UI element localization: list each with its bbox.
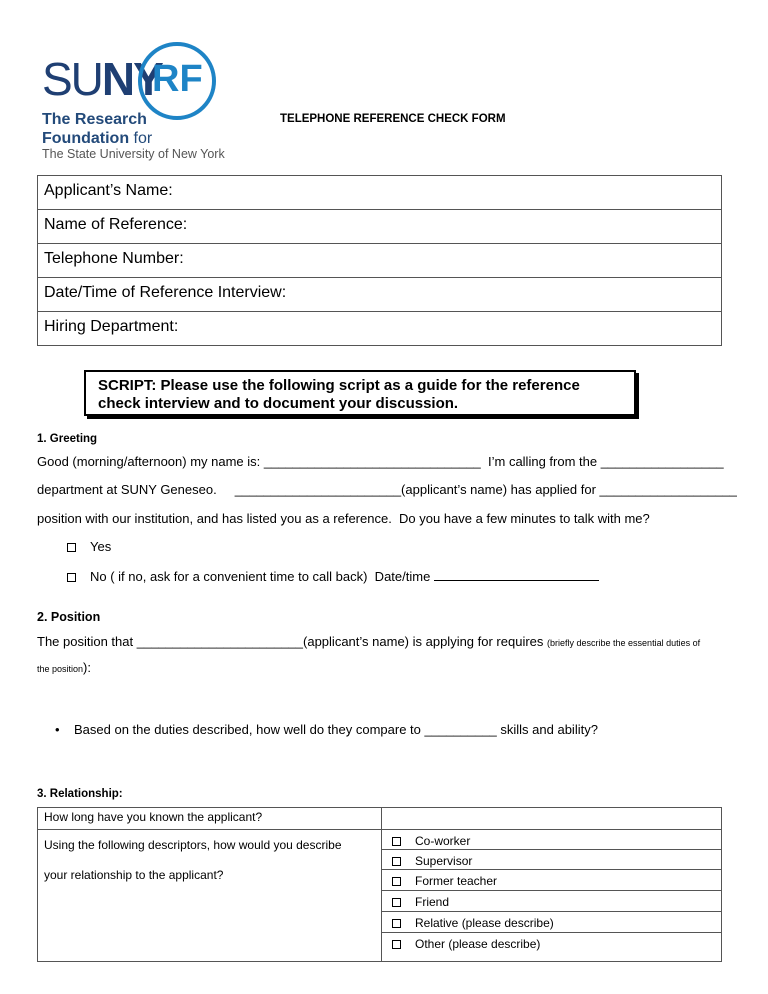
greeting-line-3: position with our institution, and has listed you as a reference. Do you have a few minutes to talk with me? xyxy=(37,511,650,526)
position-line-1: The position that _______________________(applicant’s name) is applying for requires (briefly describe the essential duties of xyxy=(37,634,701,649)
applicant-info-table xyxy=(37,175,722,346)
logo-subtitle: The State University of New York xyxy=(42,147,225,161)
relationship-table xyxy=(37,807,722,962)
relationship-question: Using the following descriptors, how would you describe your relationship to the applicant? xyxy=(38,830,382,962)
option-co-worker[interactable]: Co-worker xyxy=(382,830,721,850)
checkbox-icon[interactable] xyxy=(67,573,76,582)
datetime-line[interactable] xyxy=(434,570,599,581)
option-yes[interactable] xyxy=(67,539,111,554)
greeting-line-2: department at SUNY Geneseo. _______________________(applicant’s name) has applied for ___________________ xyxy=(37,482,737,497)
how-long-answer[interactable] xyxy=(382,808,722,830)
greeting-heading: 1. Greeting xyxy=(37,433,98,445)
position-bullet: • Based on the duties described, how well do they compare to __________ skills and ability? xyxy=(55,722,598,737)
logo-rf: RF xyxy=(152,58,203,100)
reference-name-field[interactable]: Name of Reference: xyxy=(38,210,722,244)
position-heading: 2. Position xyxy=(37,610,101,624)
option-other[interactable]: Other (please describe) xyxy=(382,933,721,961)
applicant-name-field[interactable]: Applicant’s Name: xyxy=(38,176,722,210)
option-former-teacher[interactable]: Former teacher xyxy=(382,870,721,891)
checkbox-icon[interactable] xyxy=(67,543,76,552)
option-supervisor[interactable]: Supervisor xyxy=(382,850,721,870)
suny-rf-logo xyxy=(42,40,227,162)
position-line-2: the position): xyxy=(37,660,91,675)
script-text: : Please use the following script as a guide for the reference check interview and to document your discussion. xyxy=(98,377,580,412)
option-friend[interactable]: Friend xyxy=(382,891,721,912)
option-label: No ( if no, ask for a convenient time to call back) Date/time xyxy=(90,569,431,584)
logo-text: The Research Foundation for xyxy=(42,111,153,147)
form-title: TELEPHONE REFERENCE CHECK FORM xyxy=(280,113,506,125)
how-long-question: How long have you known the applicant? xyxy=(38,808,382,830)
telephone-field[interactable]: Telephone Number: xyxy=(38,244,722,278)
option-no[interactable] xyxy=(67,569,599,584)
option-label: Yes xyxy=(90,539,112,554)
option-relative[interactable]: Relative (please describe) xyxy=(382,912,721,933)
relationship-options xyxy=(382,830,722,962)
script-box xyxy=(84,370,636,416)
script-label: SCRIPT xyxy=(98,377,152,394)
logo-suny: SUNY xyxy=(42,53,162,105)
relationship-heading: 3. Relationship: xyxy=(37,788,123,800)
interview-datetime-field[interactable]: Date/Time of Reference Interview: xyxy=(38,278,722,312)
hiring-department-field[interactable]: Hiring Department: xyxy=(38,312,722,346)
greeting-line-1: Good (morning/afternoon) my name is: ______________________________ I’m calling from the _________________ xyxy=(37,454,724,469)
